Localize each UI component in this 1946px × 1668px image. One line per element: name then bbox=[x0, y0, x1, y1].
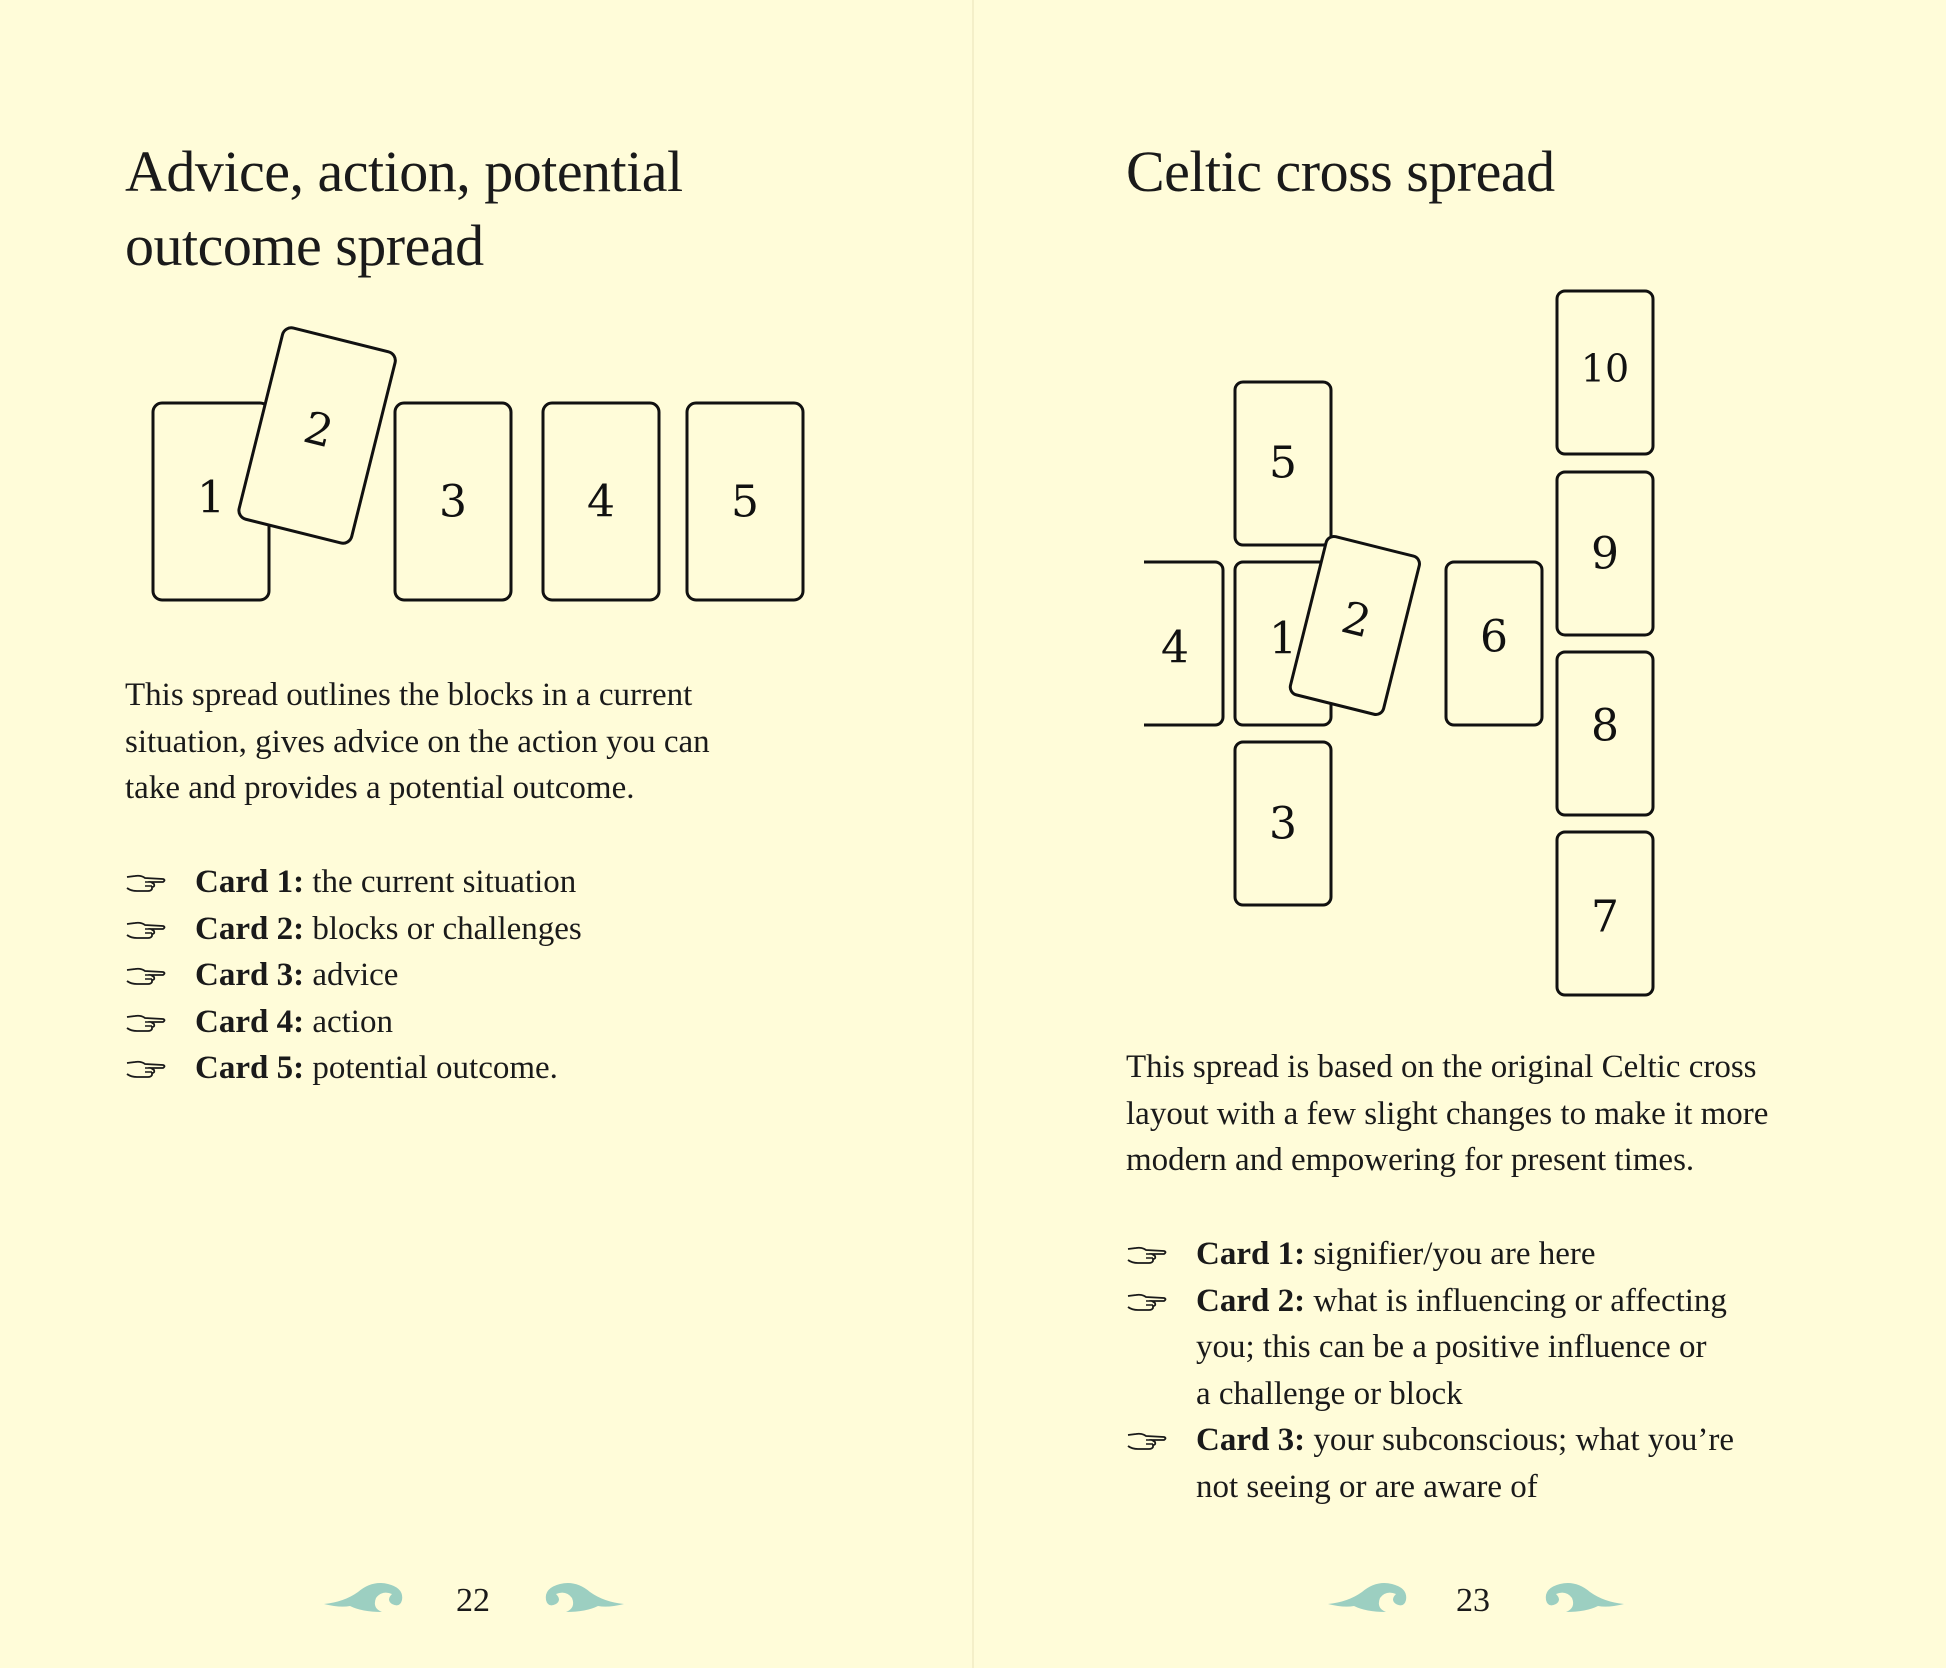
card-number-6: 6 bbox=[1480, 611, 1508, 663]
card-number-9: 9 bbox=[1591, 528, 1619, 580]
list-item bbox=[125, 952, 905, 999]
five-card-spread-diagram bbox=[140, 315, 820, 615]
right-intro-line-3: modern and empowering for present times. bbox=[1126, 1142, 1695, 1178]
spread-card-8 bbox=[1557, 652, 1653, 815]
pointing-hand-icon bbox=[125, 871, 167, 895]
bullet-text: a challenge or block bbox=[1196, 1375, 1463, 1412]
left-page bbox=[0, 0, 972, 1668]
list-item bbox=[125, 859, 905, 906]
card-number-10: 10 bbox=[1580, 346, 1630, 391]
list-item bbox=[1126, 1231, 1906, 1278]
pointing-hand-icon bbox=[1126, 1429, 1168, 1453]
wave-ornament-icon bbox=[322, 1574, 414, 1618]
wave-ornament-icon bbox=[534, 1574, 626, 1618]
card-number-2: 2 bbox=[298, 402, 339, 459]
bullet-label: Card 4: bbox=[195, 1003, 305, 1040]
list-item bbox=[1126, 1417, 1906, 1510]
bullet-text: the current situation bbox=[304, 864, 577, 900]
page-number: 22 bbox=[456, 1582, 490, 1619]
page-number: 23 bbox=[1456, 1582, 1490, 1619]
card-number-3: 3 bbox=[1269, 798, 1297, 850]
card-number-1: 1 bbox=[197, 472, 225, 524]
spread-card-5 bbox=[1235, 382, 1331, 545]
card-number-2: 2 bbox=[1336, 592, 1376, 649]
bullet-label: Card 2: bbox=[195, 910, 305, 947]
pointing-hand-icon bbox=[1126, 1290, 1168, 1314]
bullet-label: Card 1: bbox=[1196, 1236, 1306, 1272]
right-card-list bbox=[1126, 1231, 1906, 1510]
bullet-text: what is influencing or affecting bbox=[1305, 1282, 1727, 1319]
card-number-3: 3 bbox=[439, 476, 467, 528]
left-intro-line-2: situation, gives advice on the action you can bbox=[125, 723, 710, 760]
right-page-title: Celtic cross spread bbox=[1126, 139, 1555, 204]
bullet-label: Card 3: bbox=[195, 957, 305, 993]
right-page bbox=[974, 0, 1946, 1668]
card-number-5: 5 bbox=[731, 476, 759, 528]
card-number-1: 1 bbox=[1269, 613, 1297, 665]
left-title-line-1: Advice, action, potential bbox=[125, 139, 683, 204]
wave-ornament-icon bbox=[1326, 1574, 1418, 1618]
celtic-cross-diagram bbox=[1144, 285, 1704, 1005]
card-number-7: 7 bbox=[1591, 891, 1619, 943]
bullet-label: Card 5: bbox=[195, 1050, 305, 1086]
spread-card-6 bbox=[1446, 562, 1542, 725]
bullet-text: action bbox=[304, 1003, 393, 1040]
list-item bbox=[125, 999, 905, 1046]
card-number-8: 8 bbox=[1591, 700, 1619, 752]
card-number-5: 5 bbox=[1269, 437, 1297, 489]
pointing-hand-icon bbox=[125, 1011, 167, 1035]
pointing-hand-icon bbox=[125, 1057, 167, 1081]
bullet-text: not seeing or are aware of bbox=[1196, 1468, 1538, 1505]
spread-card-3 bbox=[1235, 742, 1331, 905]
card-number-4: 4 bbox=[1161, 622, 1189, 674]
spread-card-4 bbox=[543, 403, 659, 600]
left-page-title bbox=[125, 135, 683, 283]
bullet-text: blocks or challenges bbox=[304, 910, 582, 947]
bullet-text: advice bbox=[304, 957, 399, 993]
left-intro-paragraph bbox=[125, 672, 905, 812]
list-item bbox=[125, 1045, 905, 1092]
spread-card-5 bbox=[687, 403, 803, 600]
spread-card-7 bbox=[1557, 832, 1653, 995]
left-title-line-2: outcome spread bbox=[125, 213, 484, 278]
pointing-hand-icon bbox=[125, 964, 167, 988]
left-card-list bbox=[125, 859, 905, 1092]
wave-ornament-icon bbox=[1534, 1574, 1626, 1618]
spread-card-10 bbox=[1557, 291, 1653, 454]
bullet-label: Card 1: bbox=[195, 864, 305, 900]
spread-card-3 bbox=[395, 403, 511, 600]
bullet-text: signifier/you are here bbox=[1305, 1236, 1596, 1272]
spread-card-9 bbox=[1557, 472, 1653, 635]
bullet-label: Card 3: bbox=[1196, 1422, 1306, 1458]
bullet-text: your subconscious; what you’re bbox=[1305, 1422, 1734, 1458]
pointing-hand-icon bbox=[125, 918, 167, 942]
list-item bbox=[1126, 1278, 1906, 1418]
right-intro-line-2: layout with a few slight changes to make it more bbox=[1126, 1095, 1769, 1132]
spread-card-2 bbox=[237, 326, 397, 545]
right-intro-paragraph bbox=[1126, 1044, 1906, 1184]
bullet-label: Card 2: bbox=[1196, 1282, 1306, 1319]
bullet-text: potential outcome. bbox=[304, 1050, 558, 1086]
bullet-text: you; this can be a positive influence or bbox=[1196, 1329, 1707, 1365]
left-intro-line-1: This spread outlines the blocks in a current bbox=[125, 677, 693, 713]
spread-card-4 bbox=[1144, 562, 1223, 725]
left-intro-line-3: take and provides a potential outcome. bbox=[125, 770, 635, 806]
pointing-hand-icon bbox=[1126, 1243, 1168, 1267]
list-item bbox=[125, 906, 905, 953]
card-number-4: 4 bbox=[587, 476, 615, 528]
right-intro-line-1: This spread is based on the original Celtic cross bbox=[1126, 1049, 1757, 1085]
